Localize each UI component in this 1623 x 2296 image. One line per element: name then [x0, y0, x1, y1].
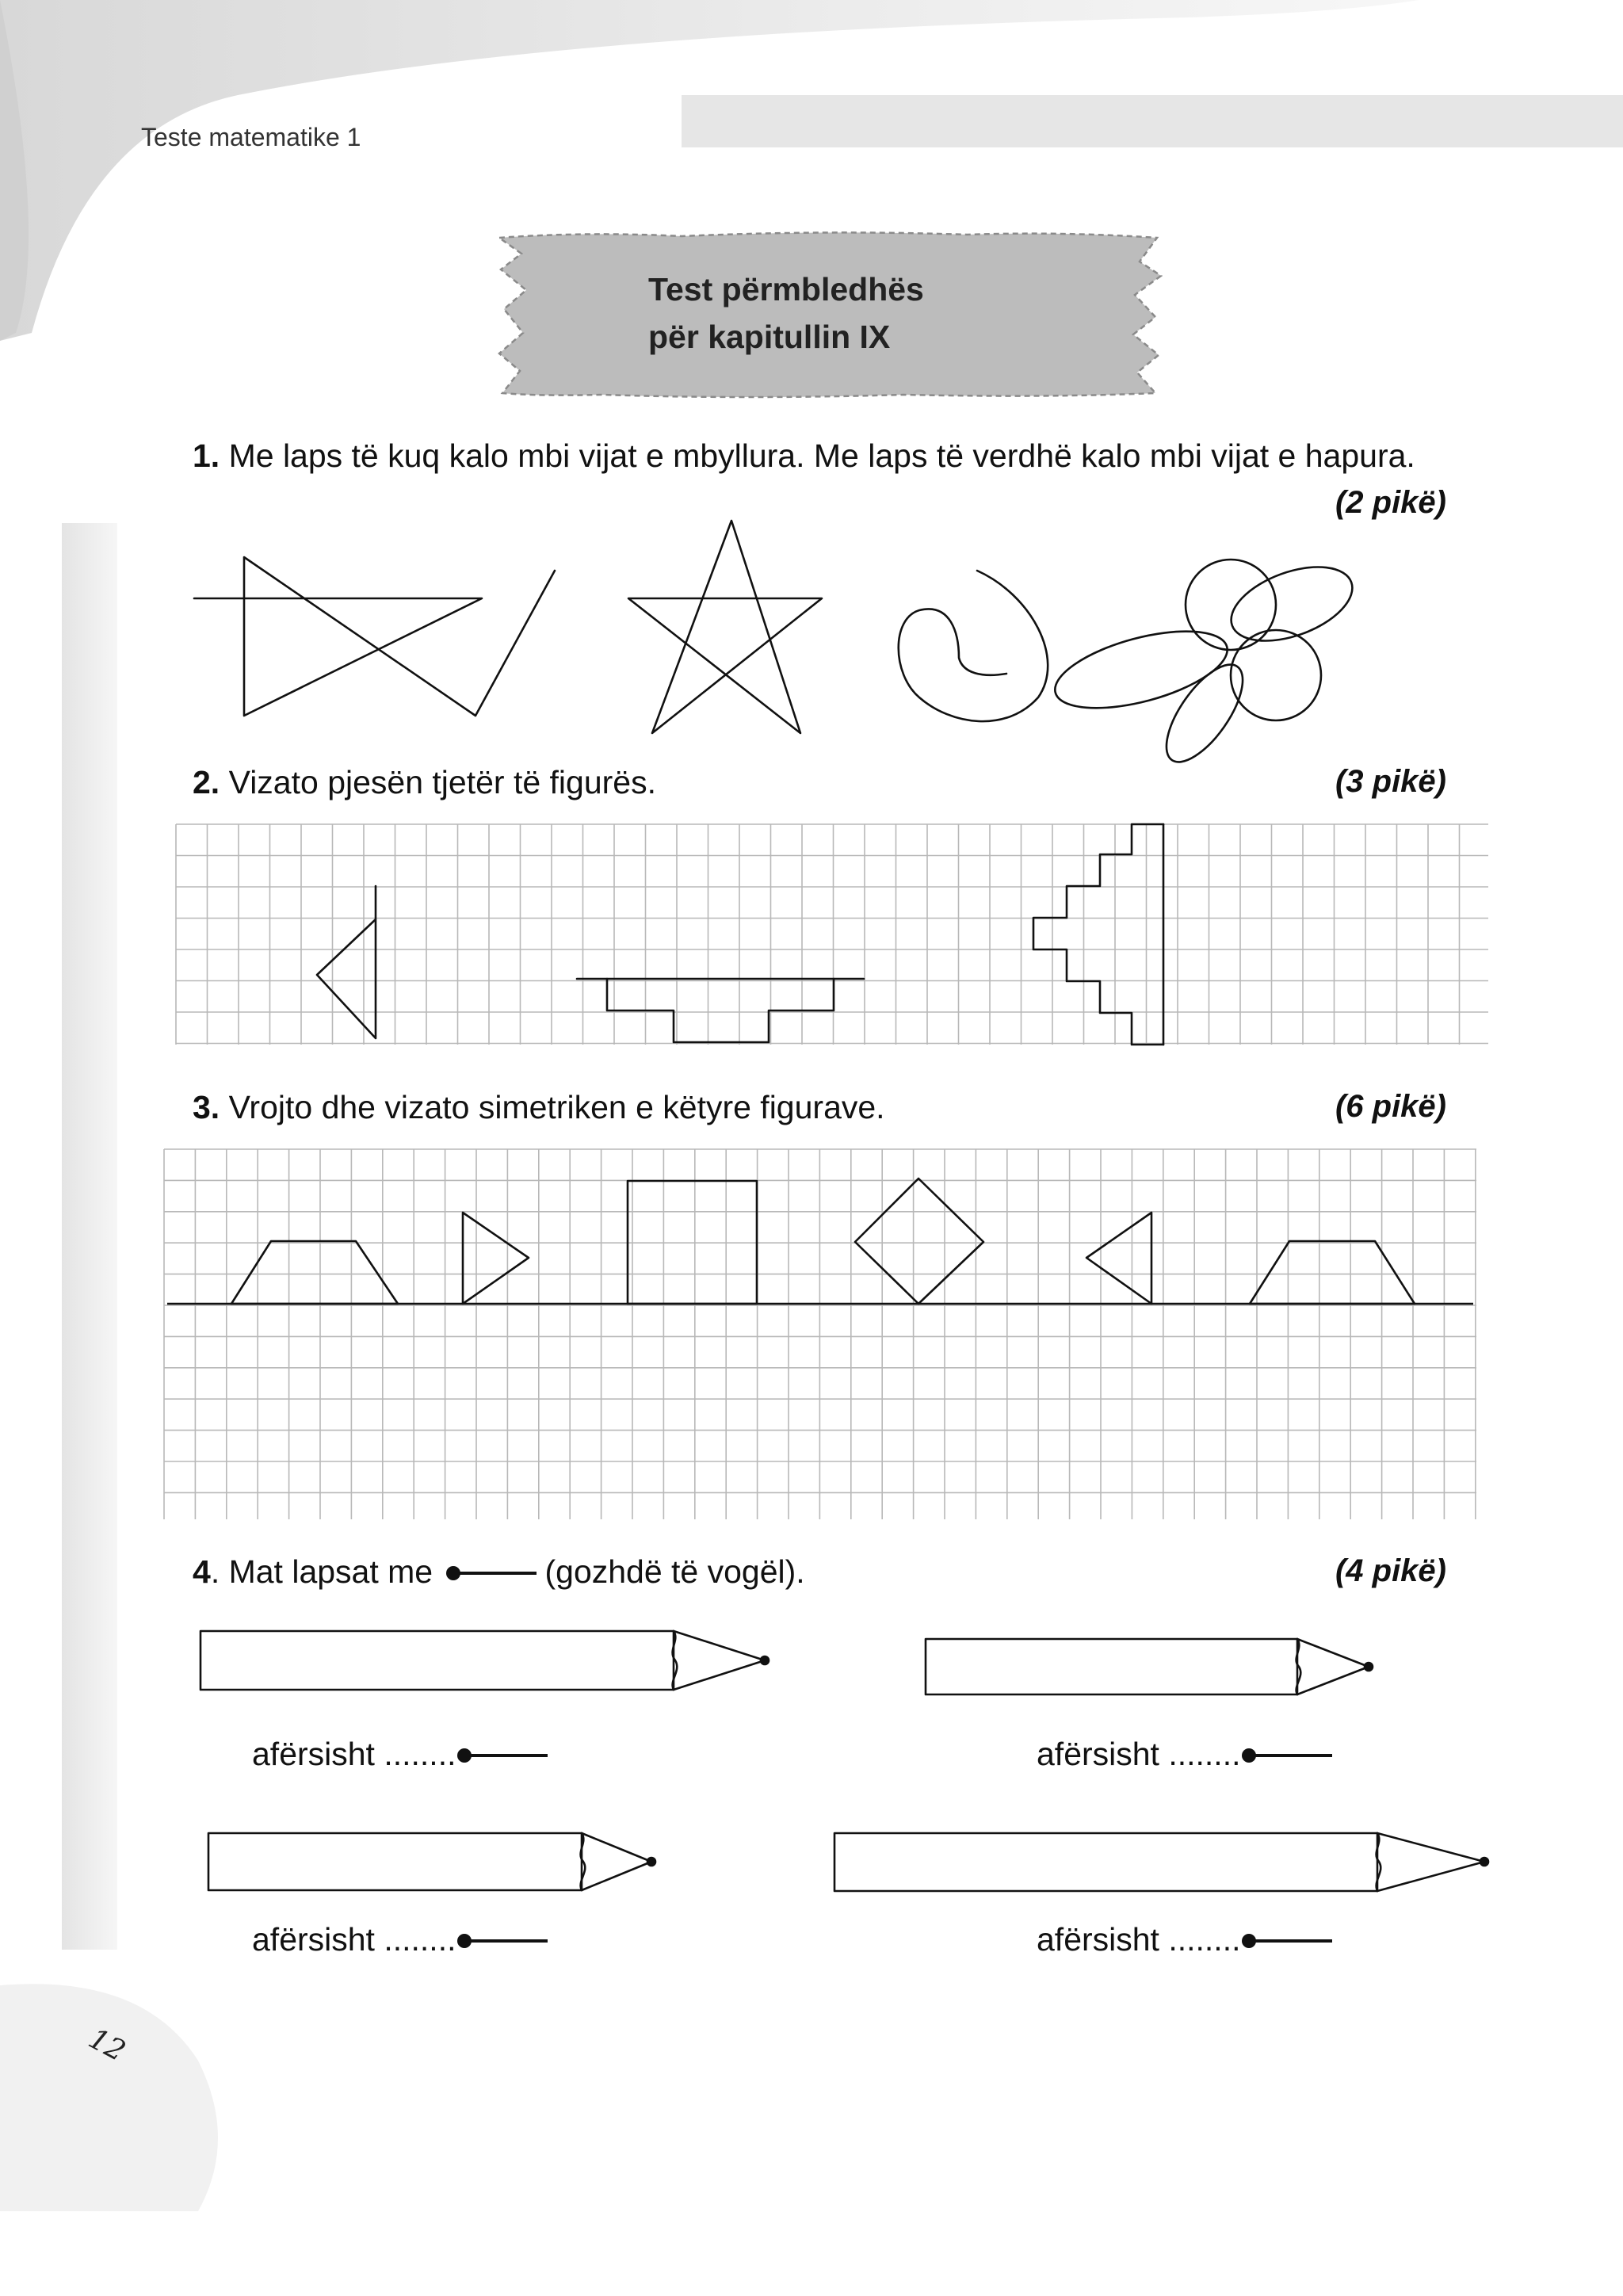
nail-unit-icon: [1240, 1929, 1334, 1953]
question-text: Me laps të kuq kalo mbi vijat e mbyllura. Me laps të verdhë kalo mbi vijat e hapura.: [220, 437, 1415, 474]
estimate-row-2: [1037, 1736, 1334, 1773]
question-4-points: (4 pikë): [1335, 1553, 1446, 1588]
title-line-1: Test përmbledhës: [648, 271, 924, 308]
pencil-1: [200, 1631, 769, 1690]
question-text: Vrojto dhe vizato simetriken e këtyre figurave.: [220, 1089, 885, 1125]
running-header: Teste matematike 1: [141, 123, 361, 151]
closed-star: [628, 521, 822, 733]
question-number: 4: [193, 1553, 211, 1590]
question-1-points: (2 pikë): [1335, 485, 1446, 520]
torn-paper-shape: [491, 230, 1173, 404]
question-text: (gozhdë të vogël).: [544, 1553, 805, 1590]
estimate-row-4: [1037, 1921, 1334, 1958]
open-crossed-triangle: [194, 557, 555, 716]
question-2-points: (3 pikë): [1335, 764, 1446, 799]
question-1: [193, 437, 1415, 475]
nail-unit-icon: [456, 1744, 549, 1767]
question-4: [193, 1553, 805, 1591]
q3-grid: [164, 1149, 1480, 1522]
diamond: [855, 1179, 983, 1304]
open-spiral: [899, 571, 1048, 721]
question-number: 1.: [193, 437, 220, 474]
bottom-left-circle: [0, 1984, 218, 2211]
question-3-points: (6 pikë): [1335, 1089, 1446, 1124]
nail-unit-icon: [456, 1929, 549, 1953]
pencil-3: [208, 1833, 655, 1890]
half-triangle: [317, 886, 376, 1038]
nail-unit-icon: [445, 1561, 538, 1585]
trapezoid-right: [1250, 1241, 1415, 1304]
title-line-2: për kapitullin IX: [648, 319, 891, 355]
question-3: [193, 1089, 885, 1126]
trapezoid-left: [231, 1241, 398, 1304]
estimate-row-3: [252, 1921, 549, 1958]
title-banner: [491, 230, 1173, 404]
estimate-row-1: [252, 1736, 549, 1773]
pencil-2: [926, 1639, 1373, 1694]
question-number: 3.: [193, 1089, 220, 1125]
question-text: Vizato pjesën tjetër të figurës.: [220, 764, 656, 800]
estimate-label: afërsisht ........: [252, 1736, 456, 1772]
question-number: 2.: [193, 764, 220, 800]
header-band: [682, 95, 1623, 147]
nail-unit-icon: [1240, 1744, 1334, 1767]
estimate-label: afërsisht ........: [1037, 1921, 1241, 1958]
question-2: [193, 764, 656, 801]
estimate-label: afërsisht ........: [1037, 1736, 1241, 1772]
step-shape-bottom: [607, 979, 834, 1042]
closed-flower: [1047, 552, 1361, 774]
question-text: . Mat lapsat me: [210, 1553, 442, 1590]
triangle-right-pointing: [463, 1213, 529, 1304]
triangle-left-pointing: [1086, 1213, 1151, 1304]
q4-pencils: [0, 1617, 1623, 1918]
estimate-label: afërsisht ........: [252, 1921, 456, 1958]
q2-grid: [176, 824, 1491, 1046]
pencil-4: [834, 1833, 1488, 1891]
page-number: 12: [83, 2022, 131, 2069]
